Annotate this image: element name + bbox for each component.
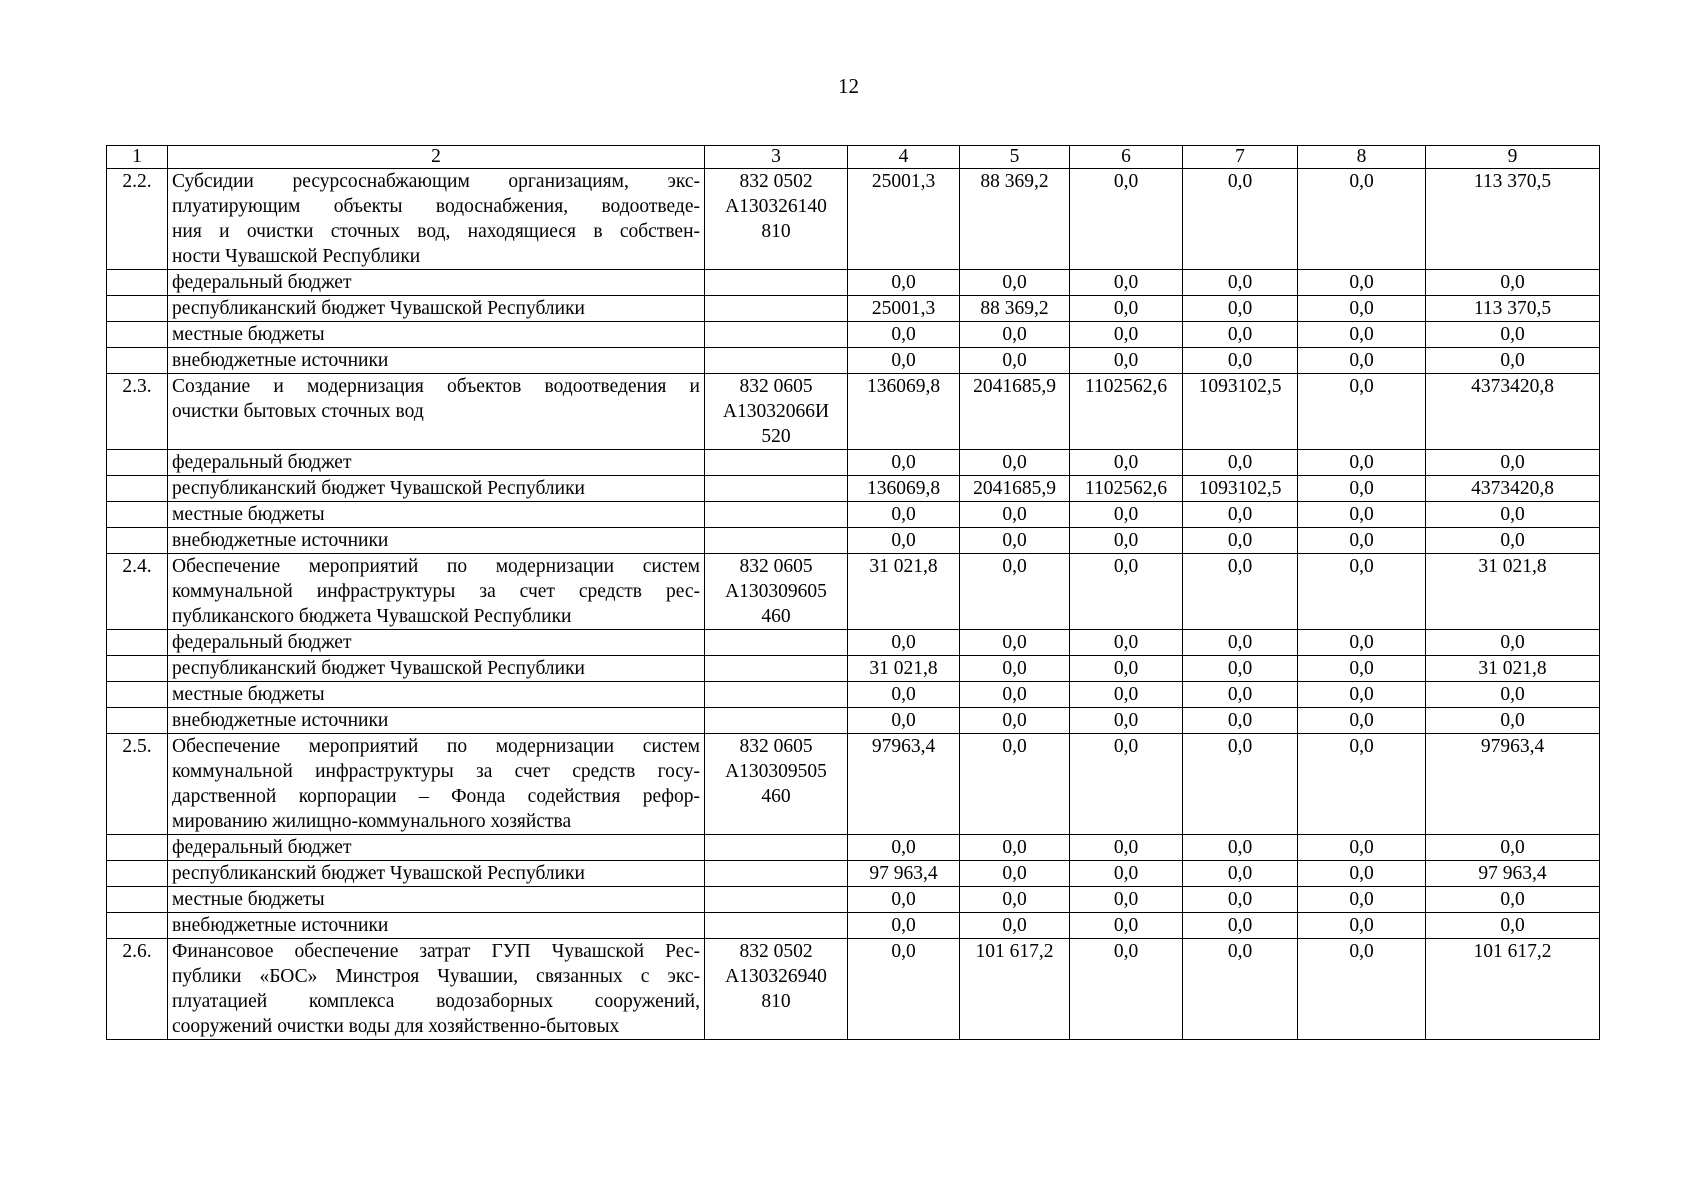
value-cell: 0,0 bbox=[960, 656, 1070, 682]
value-cell: 0,0 bbox=[1183, 682, 1298, 708]
funding-source-label: федеральный бюджет bbox=[168, 450, 705, 476]
description-line: мированию жилищно-коммунального хозяйства bbox=[172, 811, 572, 832]
budget-code bbox=[705, 554, 848, 630]
empty-code-cell bbox=[705, 476, 848, 502]
value-cell: 0,0 bbox=[960, 682, 1070, 708]
value-cell: 0,0 bbox=[1298, 169, 1426, 270]
value-cell: 0,0 bbox=[1298, 502, 1426, 528]
column-header: 8 bbox=[1298, 146, 1426, 169]
value-cell: 0,0 bbox=[1426, 348, 1600, 374]
value-cell: 31 021,8 bbox=[1426, 656, 1600, 682]
section-description bbox=[168, 169, 705, 270]
funding-source-row bbox=[107, 528, 1600, 554]
empty-number-cell bbox=[107, 502, 168, 528]
value-cell: 0,0 bbox=[1183, 835, 1298, 861]
column-header: 6 bbox=[1070, 146, 1183, 169]
column-header: 9 bbox=[1426, 146, 1600, 169]
empty-number-cell bbox=[107, 450, 168, 476]
budget-code bbox=[705, 734, 848, 835]
empty-code-cell bbox=[705, 630, 848, 656]
budget-code-line: 832 0605 bbox=[739, 376, 813, 397]
value-cell: 0,0 bbox=[848, 887, 960, 913]
section-number: 2.2. bbox=[107, 169, 168, 270]
value-cell: 0,0 bbox=[1298, 734, 1426, 835]
value-cell: 0,0 bbox=[1070, 682, 1183, 708]
description-line: Субсидии ресурсоснабжающим организациям, экс- bbox=[172, 171, 700, 192]
value-cell: 25001,3 bbox=[848, 169, 960, 270]
value-cell: 0,0 bbox=[1183, 348, 1298, 374]
value-cell: 0,0 bbox=[1298, 450, 1426, 476]
funding-source-row bbox=[107, 270, 1600, 296]
empty-number-cell bbox=[107, 630, 168, 656]
value-cell: 31 021,8 bbox=[1426, 554, 1600, 630]
value-cell: 0,0 bbox=[1070, 322, 1183, 348]
value-cell: 0,0 bbox=[1298, 374, 1426, 450]
value-cell: 0,0 bbox=[1070, 169, 1183, 270]
value-cell: 0,0 bbox=[1298, 708, 1426, 734]
description-line: Финансовое обеспечение затрат ГУП Чувашской Рес- bbox=[172, 941, 700, 962]
empty-code-cell bbox=[705, 348, 848, 374]
funding-source-label: внебюджетные источники bbox=[168, 708, 705, 734]
value-cell: 0,0 bbox=[1426, 502, 1600, 528]
section-row bbox=[107, 554, 1600, 630]
empty-number-cell bbox=[107, 656, 168, 682]
empty-number-cell bbox=[107, 682, 168, 708]
value-cell: 31 021,8 bbox=[848, 554, 960, 630]
header-row bbox=[107, 146, 1600, 169]
budget-code-line: А130326940 bbox=[725, 966, 827, 987]
description-line: коммунальной инфраструктуры за счет средств госу- bbox=[172, 761, 700, 782]
value-cell: 0,0 bbox=[960, 861, 1070, 887]
value-cell: 113 370,5 bbox=[1426, 169, 1600, 270]
value-cell: 0,0 bbox=[848, 835, 960, 861]
section-description bbox=[168, 374, 705, 450]
empty-code-cell bbox=[705, 682, 848, 708]
page-number: 12 bbox=[838, 74, 859, 98]
funding-source-row bbox=[107, 682, 1600, 708]
value-cell: 4373420,8 bbox=[1426, 476, 1600, 502]
value-cell: 0,0 bbox=[1070, 887, 1183, 913]
value-cell: 0,0 bbox=[1070, 348, 1183, 374]
value-cell: 0,0 bbox=[848, 630, 960, 656]
column-header: 1 bbox=[107, 146, 168, 169]
value-cell: 0,0 bbox=[1183, 296, 1298, 322]
budget-code bbox=[705, 169, 848, 270]
budget-code-line: А130309605 bbox=[725, 581, 827, 602]
budget-code-line: 460 bbox=[761, 786, 791, 807]
empty-code-cell bbox=[705, 502, 848, 528]
budget-code-line: 460 bbox=[761, 606, 791, 627]
value-cell: 0,0 bbox=[1298, 656, 1426, 682]
budget-code-line: 832 0502 bbox=[739, 171, 813, 192]
value-cell: 136069,8 bbox=[848, 374, 960, 450]
value-cell: 0,0 bbox=[1070, 554, 1183, 630]
funding-source-label: республиканский бюджет Чувашской Республики bbox=[168, 861, 705, 887]
value-cell: 97 963,4 bbox=[848, 861, 960, 887]
funding-source-label: республиканский бюджет Чувашской Республики bbox=[168, 296, 705, 322]
value-cell: 0,0 bbox=[1070, 528, 1183, 554]
value-cell: 0,0 bbox=[1298, 554, 1426, 630]
value-cell: 0,0 bbox=[1183, 939, 1298, 1040]
empty-number-cell bbox=[107, 913, 168, 939]
description-line: ния и очистки сточных вод, находящиеся в собствен- bbox=[172, 221, 700, 242]
funding-source-label: местные бюджеты bbox=[168, 682, 705, 708]
value-cell: 0,0 bbox=[1426, 913, 1600, 939]
value-cell: 0,0 bbox=[1298, 322, 1426, 348]
empty-number-cell bbox=[107, 296, 168, 322]
value-cell: 0,0 bbox=[1426, 322, 1600, 348]
value-cell: 0,0 bbox=[1183, 734, 1298, 835]
description-line: очистки бытовых сточных вод bbox=[172, 401, 424, 422]
value-cell: 0,0 bbox=[1426, 887, 1600, 913]
value-cell: 0,0 bbox=[1426, 682, 1600, 708]
value-cell: 0,0 bbox=[1298, 887, 1426, 913]
budget-table bbox=[106, 145, 1600, 1040]
funding-source-label: республиканский бюджет Чувашской Республики bbox=[168, 656, 705, 682]
value-cell: 1093102,5 bbox=[1183, 476, 1298, 502]
value-cell: 0,0 bbox=[1298, 528, 1426, 554]
value-cell: 0,0 bbox=[1298, 861, 1426, 887]
column-header: 3 bbox=[705, 146, 848, 169]
value-cell: 0,0 bbox=[1298, 296, 1426, 322]
value-cell: 97963,4 bbox=[848, 734, 960, 835]
value-cell: 0,0 bbox=[848, 708, 960, 734]
funding-source-row bbox=[107, 656, 1600, 682]
value-cell: 25001,3 bbox=[848, 296, 960, 322]
budget-code-line: 832 0502 bbox=[739, 941, 813, 962]
column-header: 4 bbox=[848, 146, 960, 169]
column-header: 7 bbox=[1183, 146, 1298, 169]
funding-source-row bbox=[107, 348, 1600, 374]
description-line: Создание и модернизация объектов водоотведения и bbox=[172, 376, 700, 397]
empty-code-cell bbox=[705, 322, 848, 348]
budget-code bbox=[705, 939, 848, 1040]
value-cell: 0,0 bbox=[1070, 734, 1183, 835]
value-cell: 2041685,9 bbox=[960, 476, 1070, 502]
section-row bbox=[107, 734, 1600, 835]
value-cell: 0,0 bbox=[1070, 296, 1183, 322]
value-cell: 0,0 bbox=[848, 913, 960, 939]
value-cell: 1102562,6 bbox=[1070, 476, 1183, 502]
value-cell: 0,0 bbox=[960, 630, 1070, 656]
value-cell: 113 370,5 bbox=[1426, 296, 1600, 322]
value-cell: 0,0 bbox=[960, 708, 1070, 734]
value-cell: 0,0 bbox=[1183, 887, 1298, 913]
value-cell: 0,0 bbox=[848, 270, 960, 296]
empty-code-cell bbox=[705, 835, 848, 861]
value-cell: 0,0 bbox=[960, 270, 1070, 296]
value-cell: 0,0 bbox=[1070, 656, 1183, 682]
value-cell: 0,0 bbox=[1298, 348, 1426, 374]
value-cell: 0,0 bbox=[1070, 835, 1183, 861]
value-cell: 0,0 bbox=[960, 322, 1070, 348]
value-cell: 0,0 bbox=[1183, 913, 1298, 939]
empty-code-cell bbox=[705, 708, 848, 734]
empty-code-cell bbox=[705, 270, 848, 296]
value-cell: 0,0 bbox=[1070, 450, 1183, 476]
value-cell: 0,0 bbox=[1426, 450, 1600, 476]
value-cell: 0,0 bbox=[848, 348, 960, 374]
description-line: сооружений очистки воды для хозяйственно-бытовых bbox=[172, 1016, 620, 1037]
value-cell: 0,0 bbox=[960, 502, 1070, 528]
value-cell: 0,0 bbox=[1070, 861, 1183, 887]
description-line: публиканского бюджета Чувашской Республики bbox=[172, 606, 572, 627]
value-cell: 0,0 bbox=[1298, 270, 1426, 296]
description-line: коммунальной инфраструктуры за счет средств рес- bbox=[172, 581, 700, 602]
value-cell: 0,0 bbox=[1183, 708, 1298, 734]
section-description bbox=[168, 939, 705, 1040]
value-cell: 0,0 bbox=[1183, 270, 1298, 296]
funding-source-row bbox=[107, 887, 1600, 913]
column-header: 2 bbox=[168, 146, 705, 169]
column-header: 5 bbox=[960, 146, 1070, 169]
value-cell: 0,0 bbox=[848, 939, 960, 1040]
budget-code-line: 832 0605 bbox=[739, 736, 813, 757]
value-cell: 101 617,2 bbox=[960, 939, 1070, 1040]
section-description bbox=[168, 734, 705, 835]
value-cell: 0,0 bbox=[960, 450, 1070, 476]
value-cell: 0,0 bbox=[1298, 682, 1426, 708]
value-cell: 0,0 bbox=[1070, 502, 1183, 528]
funding-source-label: федеральный бюджет bbox=[168, 630, 705, 656]
value-cell: 0,0 bbox=[1298, 913, 1426, 939]
value-cell: 0,0 bbox=[960, 554, 1070, 630]
value-cell: 0,0 bbox=[848, 502, 960, 528]
value-cell: 0,0 bbox=[1183, 861, 1298, 887]
value-cell: 0,0 bbox=[1183, 554, 1298, 630]
funding-source-row bbox=[107, 502, 1600, 528]
funding-source-label: республиканский бюджет Чувашской Республики bbox=[168, 476, 705, 502]
funding-source-row bbox=[107, 708, 1600, 734]
value-cell: 1093102,5 bbox=[1183, 374, 1298, 450]
value-cell: 1102562,6 bbox=[1070, 374, 1183, 450]
funding-source-label: местные бюджеты bbox=[168, 502, 705, 528]
empty-number-cell bbox=[107, 322, 168, 348]
funding-source-row bbox=[107, 835, 1600, 861]
budget-code bbox=[705, 374, 848, 450]
value-cell: 0,0 bbox=[1183, 169, 1298, 270]
empty-code-cell bbox=[705, 450, 848, 476]
budget-code-line: 810 bbox=[761, 991, 791, 1012]
value-cell: 0,0 bbox=[1426, 835, 1600, 861]
budget-code-line: 832 0605 bbox=[739, 556, 813, 577]
empty-number-cell bbox=[107, 476, 168, 502]
funding-source-row bbox=[107, 476, 1600, 502]
empty-number-cell bbox=[107, 708, 168, 734]
value-cell: 88 369,2 bbox=[960, 296, 1070, 322]
value-cell: 0,0 bbox=[1183, 528, 1298, 554]
value-cell: 4373420,8 bbox=[1426, 374, 1600, 450]
value-cell: 97 963,4 bbox=[1426, 861, 1600, 887]
description-line: плуатирующим объекты водоснабжения, водоотведе- bbox=[172, 196, 700, 217]
funding-source-label: федеральный бюджет bbox=[168, 835, 705, 861]
value-cell: 0,0 bbox=[1426, 528, 1600, 554]
empty-number-cell bbox=[107, 861, 168, 887]
value-cell: 0,0 bbox=[960, 348, 1070, 374]
value-cell: 0,0 bbox=[960, 528, 1070, 554]
value-cell: 0,0 bbox=[848, 450, 960, 476]
value-cell: 88 369,2 bbox=[960, 169, 1070, 270]
value-cell: 136069,8 bbox=[848, 476, 960, 502]
value-cell: 97963,4 bbox=[1426, 734, 1600, 835]
funding-source-label: федеральный бюджет bbox=[168, 270, 705, 296]
empty-number-cell bbox=[107, 528, 168, 554]
value-cell: 0,0 bbox=[1426, 270, 1600, 296]
budget-code-line: А130326140 bbox=[725, 196, 827, 217]
description-line: плуатацией комплекса водозаборных сооружений, bbox=[172, 991, 700, 1012]
funding-source-label: местные бюджеты bbox=[168, 887, 705, 913]
value-cell: 0,0 bbox=[960, 887, 1070, 913]
funding-source-label: местные бюджеты bbox=[168, 322, 705, 348]
budget-code-line: А13032066И bbox=[722, 401, 830, 422]
empty-number-cell bbox=[107, 270, 168, 296]
value-cell: 0,0 bbox=[848, 528, 960, 554]
empty-number-cell bbox=[107, 887, 168, 913]
funding-source-label: внебюджетные источники bbox=[168, 528, 705, 554]
value-cell: 31 021,8 bbox=[848, 656, 960, 682]
empty-number-cell bbox=[107, 348, 168, 374]
section-description bbox=[168, 554, 705, 630]
value-cell: 0,0 bbox=[1070, 913, 1183, 939]
section-number: 2.4. bbox=[107, 554, 168, 630]
value-cell: 0,0 bbox=[1070, 939, 1183, 1040]
funding-source-row bbox=[107, 861, 1600, 887]
value-cell: 0,0 bbox=[1426, 708, 1600, 734]
description-line: ности Чувашской Республики bbox=[172, 246, 421, 267]
funding-source-label: внебюджетные источники bbox=[168, 913, 705, 939]
value-cell: 2041685,9 bbox=[960, 374, 1070, 450]
empty-code-cell bbox=[705, 296, 848, 322]
description-line: Обеспечение мероприятий по модернизации систем bbox=[172, 556, 700, 577]
empty-number-cell bbox=[107, 835, 168, 861]
section-number: 2.3. bbox=[107, 374, 168, 450]
section-row bbox=[107, 939, 1600, 1040]
budget-code-line: 520 bbox=[761, 426, 791, 447]
value-cell: 0,0 bbox=[960, 734, 1070, 835]
section-number: 2.5. bbox=[107, 734, 168, 835]
value-cell: 0,0 bbox=[1183, 630, 1298, 656]
funding-source-label: внебюджетные источники bbox=[168, 348, 705, 374]
funding-source-row bbox=[107, 630, 1600, 656]
description-line: дарственной корпорации – Фонда содействия рефор- bbox=[172, 786, 700, 807]
value-cell: 0,0 bbox=[1298, 630, 1426, 656]
value-cell: 0,0 bbox=[1183, 656, 1298, 682]
empty-code-cell bbox=[705, 656, 848, 682]
empty-code-cell bbox=[705, 861, 848, 887]
section-row bbox=[107, 374, 1600, 450]
empty-code-cell bbox=[705, 887, 848, 913]
value-cell: 0,0 bbox=[1298, 939, 1426, 1040]
empty-code-cell bbox=[705, 913, 848, 939]
section-number: 2.6. bbox=[107, 939, 168, 1040]
value-cell: 0,0 bbox=[1426, 630, 1600, 656]
funding-source-row bbox=[107, 296, 1600, 322]
funding-source-row bbox=[107, 322, 1600, 348]
description-line: публики «БОС» Минстроя Чувашии, связанных с экс- bbox=[172, 966, 700, 987]
value-cell: 101 617,2 bbox=[1426, 939, 1600, 1040]
description-line: Обеспечение мероприятий по модернизации систем bbox=[172, 736, 700, 757]
budget-code-line: А130309505 bbox=[725, 761, 827, 782]
funding-source-row bbox=[107, 450, 1600, 476]
budget-code-line: 810 bbox=[761, 221, 791, 242]
value-cell: 0,0 bbox=[960, 835, 1070, 861]
value-cell: 0,0 bbox=[1183, 322, 1298, 348]
value-cell: 0,0 bbox=[1183, 450, 1298, 476]
value-cell: 0,0 bbox=[848, 682, 960, 708]
value-cell: 0,0 bbox=[848, 322, 960, 348]
value-cell: 0,0 bbox=[1298, 835, 1426, 861]
value-cell: 0,0 bbox=[1070, 270, 1183, 296]
section-row bbox=[107, 169, 1600, 270]
empty-code-cell bbox=[705, 528, 848, 554]
value-cell: 0,0 bbox=[1298, 476, 1426, 502]
value-cell: 0,0 bbox=[960, 913, 1070, 939]
funding-source-row bbox=[107, 913, 1600, 939]
value-cell: 0,0 bbox=[1070, 708, 1183, 734]
value-cell: 0,0 bbox=[1070, 630, 1183, 656]
value-cell: 0,0 bbox=[1183, 502, 1298, 528]
